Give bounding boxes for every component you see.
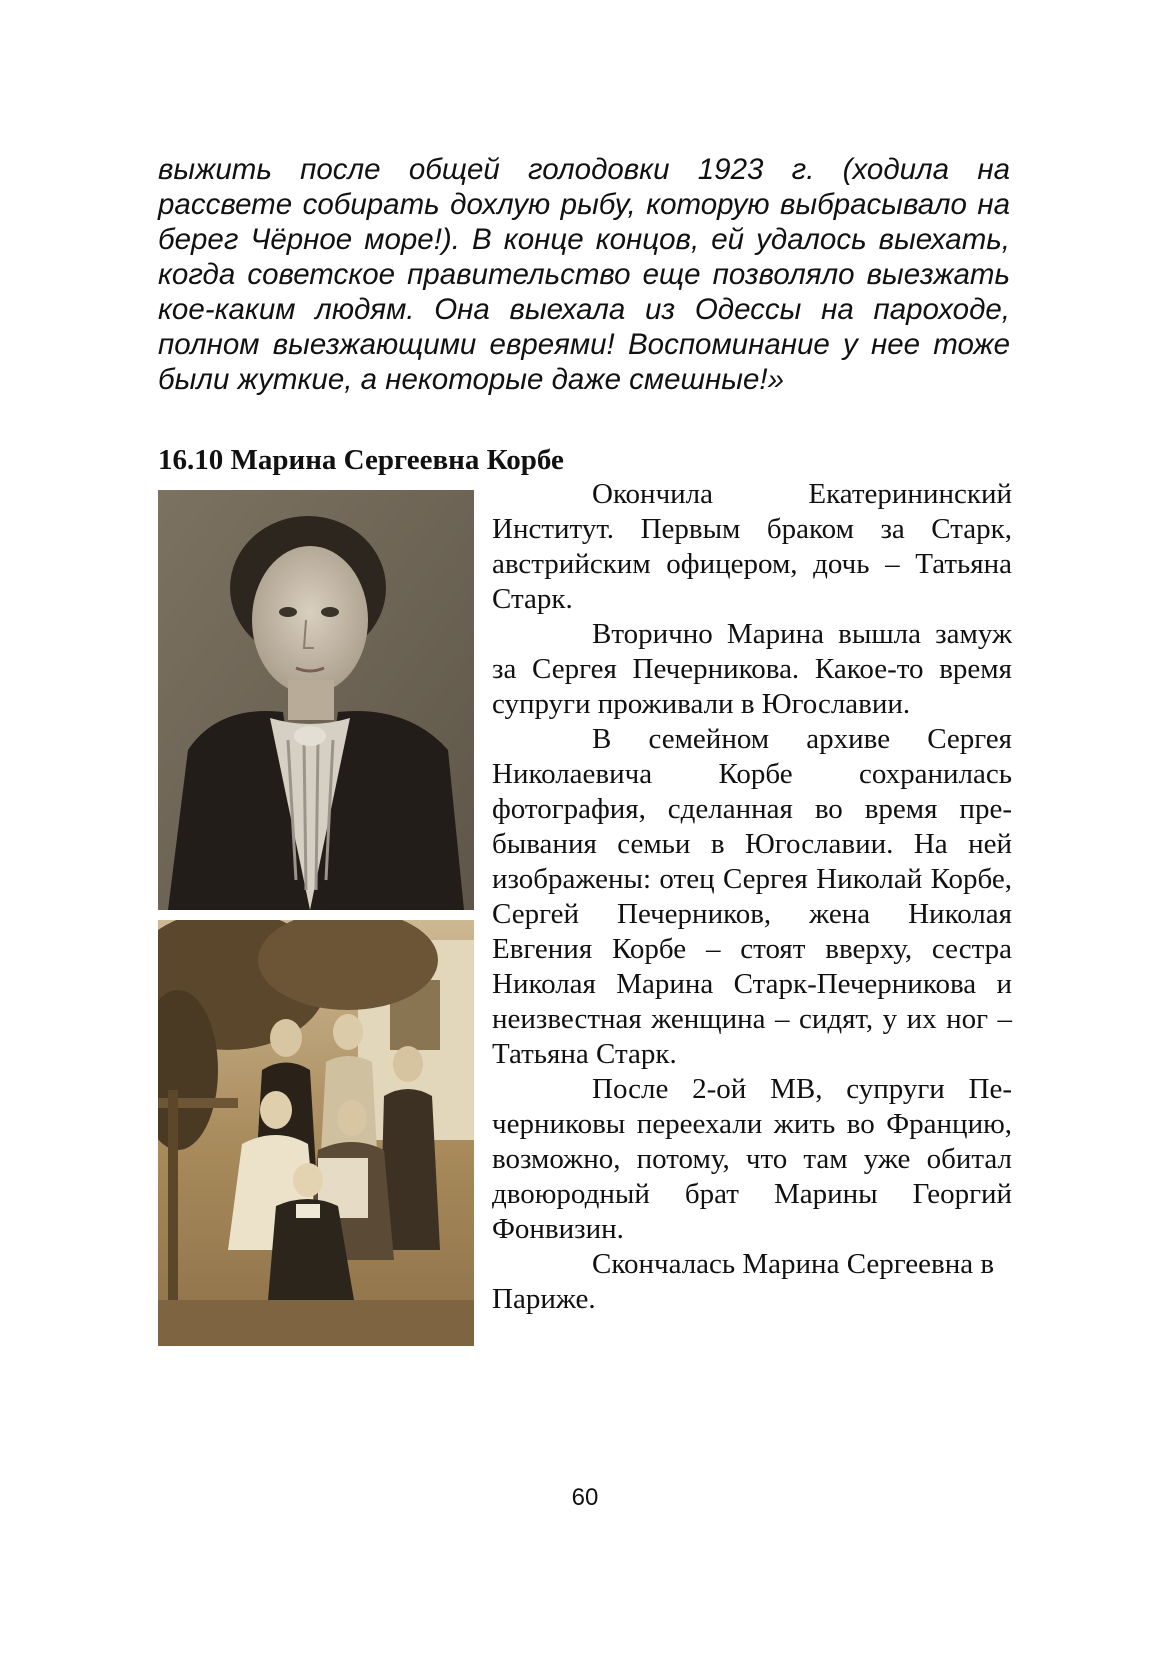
- quote-text: выжить после общей голодовки 1923 г. (ходила на рассвете собирать дохлую рыбу, которую выбрасывало на берег Чёрное море!). В конце концов, ей удалось выехать, когда советское правительство еще позволяло выезжать кое-каким людям. Она выехала из Одессы на пароходе, полном выезжающими евреями! Воспоминание у нее тоже были жуткие, а некоторые даже смешные!»: [158, 153, 1010, 396]
- paragraph-death: Скончалась Марина Сергеевна в Париже.: [492, 1248, 995, 1315]
- section-body: [492, 477, 1012, 1317]
- paragraph-family-archive: В семейном архиве Сергея Николаевича Корбе сохранилась фотография, сделанная во время пребывания семьи в Югославии. На ней изображены: отец Сергея Николай Корбе, Сергей Печерников, жена Николая Евгения Корбе – стоят вверху, сестра Николая Марина Старк-Печерникова и неизвестная женщина – сидят, у их ног – Татьяна Старк.: [492, 723, 1012, 1070]
- paragraph-education: Окончила Екатерининский Институт. Первым браком за Старк, австрийским офицером, дочь – Татьяна Старк.: [492, 478, 1012, 615]
- paragraph-move-to-france: После 2-ой МВ, супруги Печерниковы переехали жить во Францию, возможно, потому, что там уже обитал двоюродный брат Марины Георгий Фонвизин.: [492, 1073, 1012, 1245]
- group-photo: [158, 920, 474, 1346]
- paragraph-second-marriage: Вторично Марина вышла замуж за Сергея Печерникова. Какое-то время супруги проживали в Югославии.: [492, 618, 1012, 720]
- page-number: 60: [571, 1484, 599, 1511]
- quote-paragraph: [158, 152, 1010, 397]
- portrait-photo: [158, 490, 474, 910]
- section-heading: 16.10 Марина Сергеевна Корбе: [158, 444, 564, 476]
